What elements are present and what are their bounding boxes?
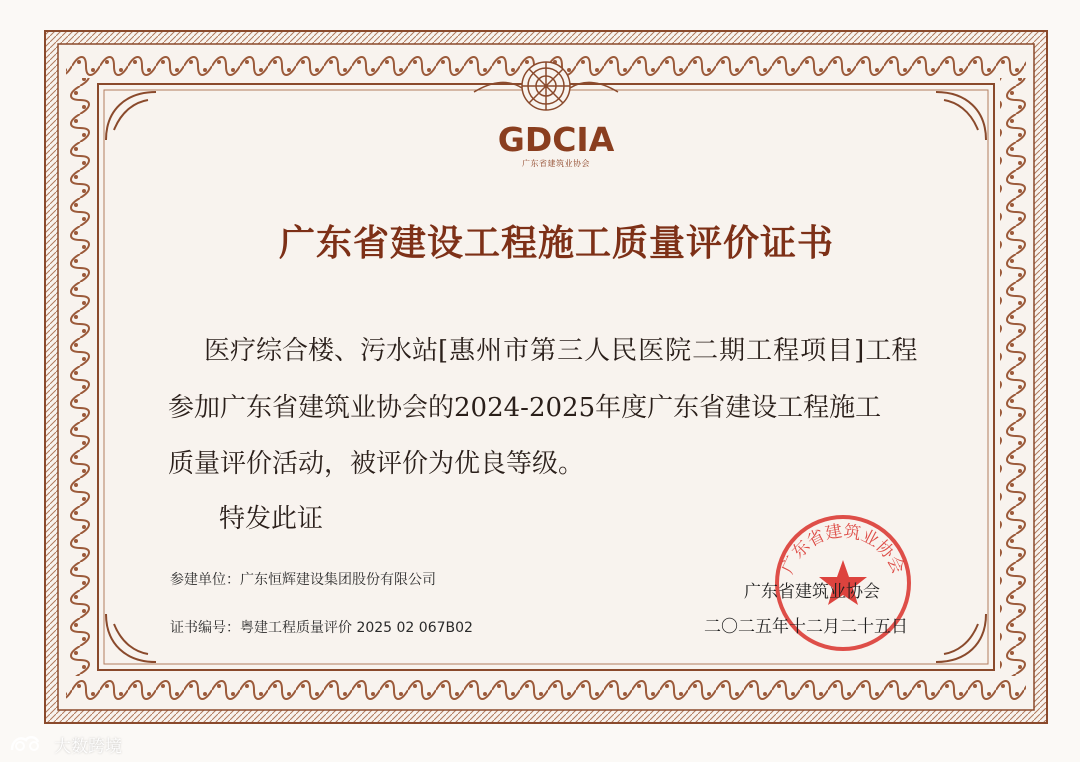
project-name: [惠州市第三人民医院二期工程项目]	[438, 336, 866, 366]
seal-text: 广东省建筑业协会	[777, 521, 909, 577]
issue-date: 二〇二五年十二月二十五日	[704, 617, 908, 637]
certificate	[44, 30, 1048, 724]
watermark	[8, 730, 122, 758]
logo-mark: GDCIA	[497, 120, 615, 159]
unit-value: 广东恒辉建设集团股份有限公司	[240, 572, 436, 588]
body-line-3: 质量评价活动，被评价为优良等级。	[168, 449, 585, 479]
participating-unit	[170, 571, 436, 589]
watermark-logo-icon	[8, 732, 48, 756]
body-line-4: 特发此证	[219, 504, 324, 534]
certno-value: 粤建工程质量评价 2025 02 067B02	[240, 620, 473, 636]
certificate-title: 广东省建设工程施工质量评价证书	[278, 223, 834, 264]
watermark-text: 大数跨境	[54, 736, 122, 757]
certno-label: 证书编号：	[170, 620, 240, 636]
project-suffix: 工程	[865, 336, 918, 366]
body-line-1	[204, 334, 917, 368]
issuer-name: 广东省建筑业协会	[744, 582, 880, 602]
body-line-2: 参加广东省建筑业协会的2024-2025年度广东省建设工程施工	[168, 393, 882, 423]
unit-label: 参建单位：	[170, 572, 240, 588]
gdcia-logo	[496, 122, 616, 169]
certificate-number	[170, 619, 473, 637]
logo-subtitle: 广东省建筑业协会	[522, 159, 590, 168]
project-prefix: 医疗综合楼、污水站	[204, 336, 439, 366]
